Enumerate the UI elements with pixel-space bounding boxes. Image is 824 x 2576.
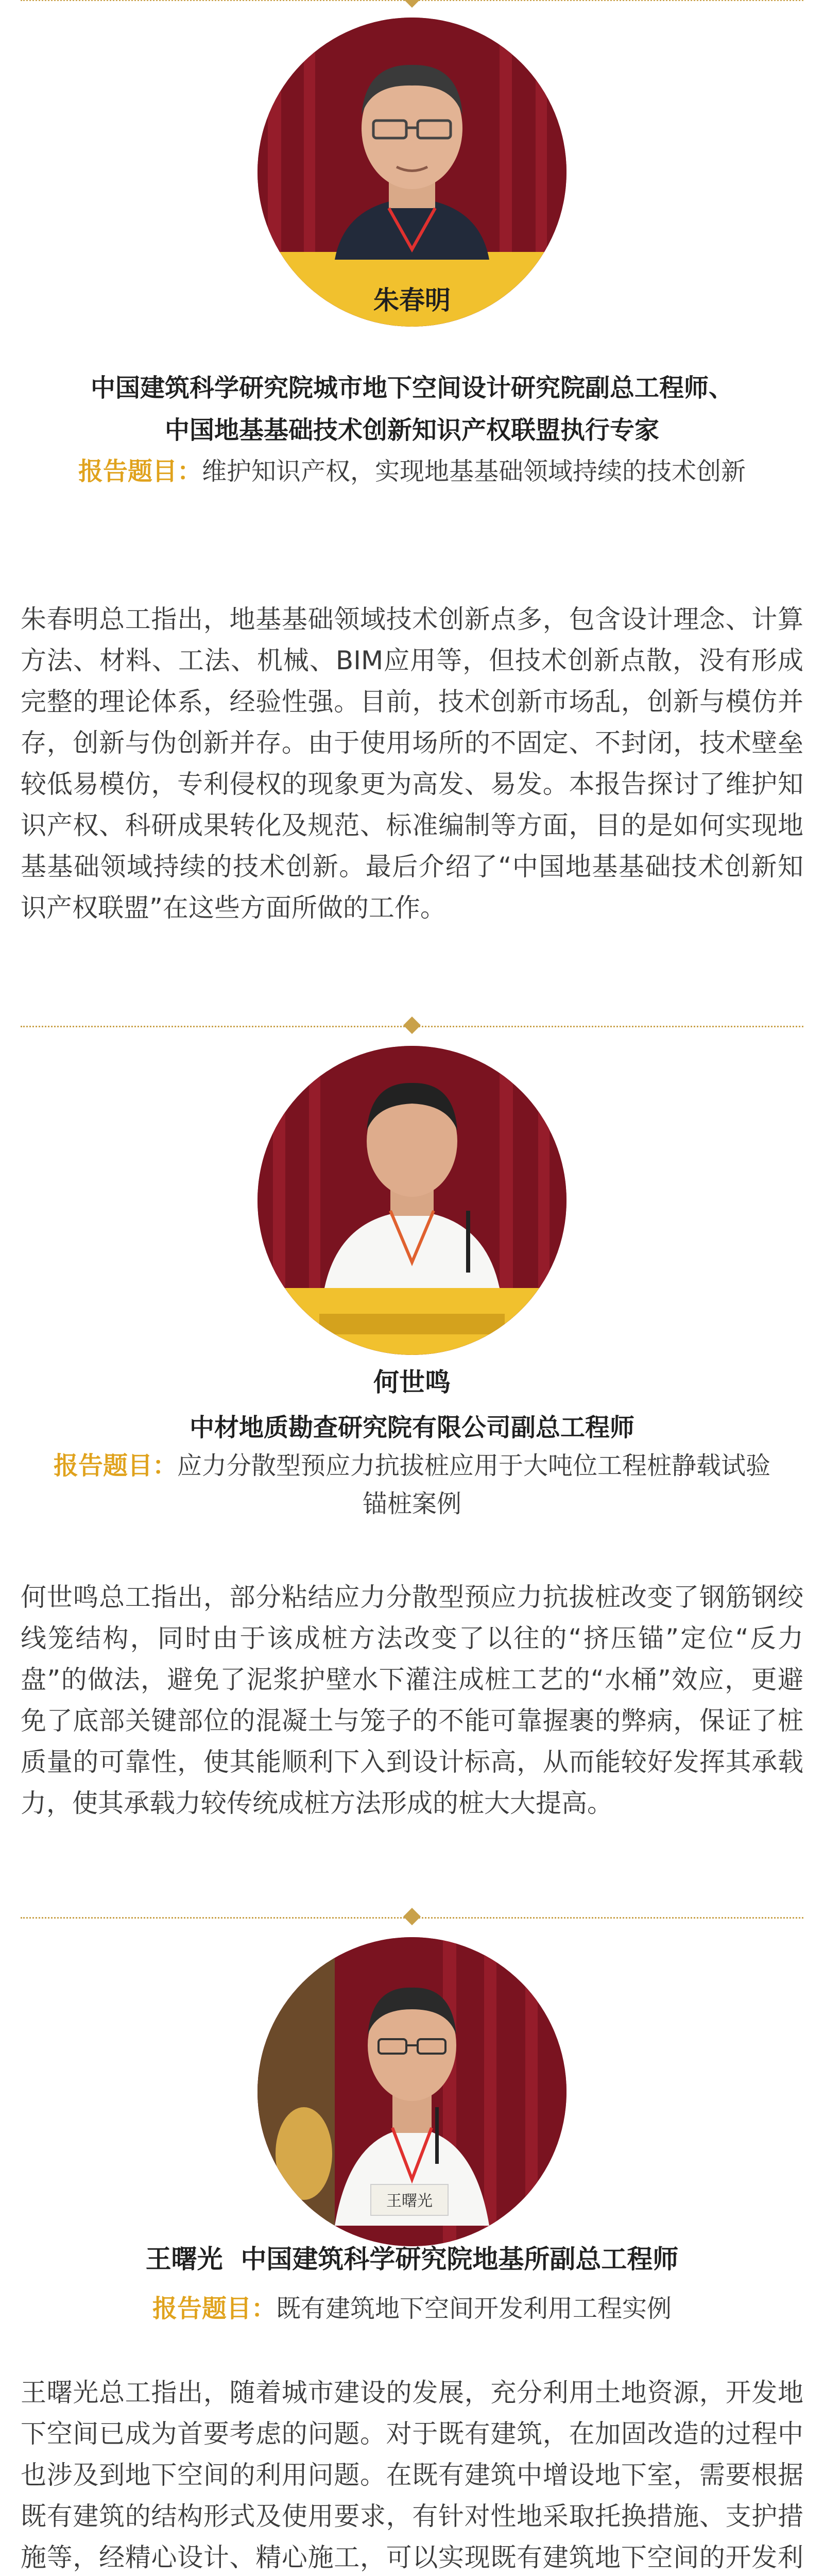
speaker-org-line: 中国地基基础技术创新知识产权联盟执行专家 [164,416,659,445]
section-divider [21,1907,803,1928]
speaker-org-line: 中国建筑科学研究院地基所副总工程师 [241,2244,679,2274]
speaker-summary: 朱春明总工指出，地基基础领域技术创新点多，包含设计理念、计算方法、材料、工法、机械、BIM应用等，但技术创新点散，没有形成完整的理论体系，经验性强。目前，技术创新市场乱，创新与模仿并存，创新与伪创新并存。由于使用场所的不固定、不封闭，技术壁垒较低易模仿，专利侵权的现象更为高发、易发。本报告探讨了维护知识产权、科研成果转化及规范、标准编制等方面，目的是如何实现地基基础领域持续的技术创新。最后介绍了“中国地基基础技术创新知识产权联盟”在这些方面所做的工作。 [21,604,803,923]
top-divider [21,0,803,10]
section-divider [21,1016,803,1037]
topic-title: 既有建筑地下空间开发利用工程实例 [276,2294,672,2323]
topic-title: 应力分散型预应力抗拔桩应用于大吨位工程桩静载试验锚桩案例 [177,1451,771,1518]
speaker-photo [258,1046,566,1355]
speaker-photo [258,1937,566,2246]
speaker-name: 朱春明 [373,285,451,315]
speaker-summary: 何世鸣总工指出，部分粘结应力分散型预应力抗拔桩改变了钢筋钢绞线笼结构，同时由于该成桩方法改变了以往的“挤压锚”定位“反力盘”的做法，避免了泥浆护壁水下灌注成桩工艺的“水桶”效应，更避免了底部关键部位的混凝土与笼子的不能可靠握裹的弊病，保证了桩质量的可靠性，使其能顺利下入到设计标高，从而能较好发挥其承载力，使其承载力较传统成桩方法形成的桩大大提高。 [21,1582,803,1818]
topic-label: 报告题目： [152,2294,276,2323]
speaker-org-line: 中国建筑科学研究院城市地下空间设计研究院副总工程师、 [90,374,733,402]
topic-label: 报告题目： [78,457,202,486]
name-badge: 王曙光 [386,2192,433,2210]
speaker-name: 何世鸣 [373,1367,451,1397]
report-topic [21,1447,803,1523]
divider-diamond-icon [403,0,421,8]
topic-title: 维护知识产权，实现地基基础领域持续的技术创新 [202,457,746,486]
speaker-name: 王曙光 [145,2244,223,2274]
speaker-summary: 王曙光总工指出，随着城市建设的发展，充分利用土地资源，开发地下空间已成为首要考虑的问题。对于既有建筑，在加固改造的过程中也涉及到地下空间的利用问题。在既有建筑中增设地下室，需要根据既有建筑的结构形式及使用要求，有针对性地采取托换措施、支护措施等，经精心设计、精心施工，可以实现既有建筑地下空间的开发利 [21,2378,803,2572]
report-topic [21,2290,803,2328]
report-topic [21,452,803,490]
topic-label: 报告题目： [53,1451,177,1480]
divider-diamond-icon [403,1016,421,1034]
speaker-name-org [0,2241,824,2277]
speaker-photo [258,18,566,327]
speaker-org-line: 中材地质勘查研究院有限公司副总工程师 [189,1413,634,1442]
divider-diamond-icon [403,1908,421,1925]
